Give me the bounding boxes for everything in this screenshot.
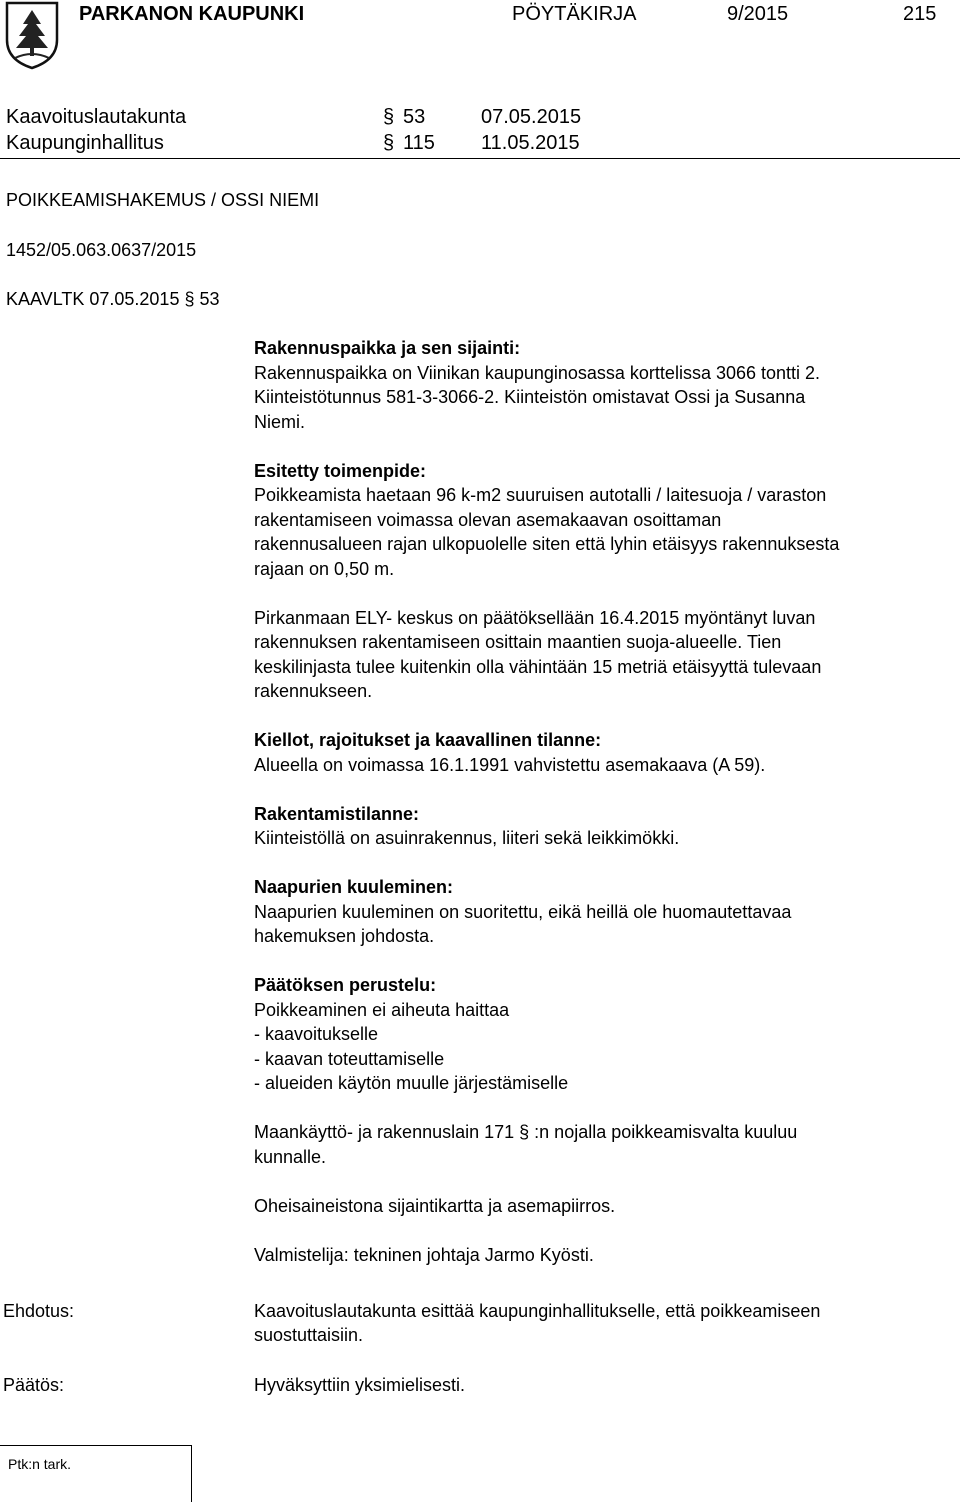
section-line: rakennukseen. — [254, 681, 373, 701]
section-location — [254, 336, 954, 434]
section-preparer — [254, 1243, 954, 1268]
section-heading: Esitetty toimenpide: — [254, 460, 427, 481]
session-reference: KAAVLTK 07.05.2015 § 53 — [6, 289, 220, 309]
section-line: Rakennuspaikka on Viinikan kaupunginosassa korttelissa 3066 tontti 2. — [254, 362, 821, 383]
section-line: Oheisaineistona sijaintikartta ja asemapiirros. — [254, 1195, 616, 1216]
section-line: rajaan on 0,50 m. — [254, 558, 395, 579]
section-proposed-action — [254, 459, 954, 582]
section-line: Pirkanmaan ELY- keskus on päätöksellään 16.4.2015 myöntänyt luvan — [254, 607, 816, 628]
page-number: 215 — [903, 3, 937, 25]
section-line: rakennusalueen rajan ulkopuolelle siten että lyhin etäisyys rakennuksesta — [254, 534, 840, 554]
body-content — [254, 336, 954, 1267]
document-title: POIKKEAMISHAKEMUS / OSSI NIEMI — [6, 190, 320, 210]
section-heading: Naapurien kuuleminen: — [254, 877, 454, 897]
section-heading: Kiellot, rajoitukset ja kaavallinen tilanne: — [254, 730, 602, 750]
section-line: Valmistelija: tekninen johtaja Jarmo Kyösti. — [254, 1244, 594, 1265]
meeting-body-1: Kaavoituslautakunta — [6, 106, 187, 128]
section-neighbour-hearing — [254, 875, 954, 949]
section-line: Alueella on voimassa 16.1.1991 vahvistettu asemakaava (A 59). — [254, 754, 766, 775]
proposal-line: Kaavoituslautakunta esittää kaupunginhallitukselle, että poikkeamiseen — [254, 1301, 821, 1321]
section-line: Niemi. — [254, 411, 306, 432]
city-crest-logo — [3, 0, 61, 70]
section-legal-basis — [254, 1120, 954, 1169]
proposal-line: suostuttaisiin. — [254, 1325, 364, 1345]
minutes-check-label: Ptk:n tark. — [8, 1456, 72, 1472]
decision-text: Hyväksyttiin yksimielisesti. — [254, 1375, 466, 1395]
meeting-date-1: 07.05.2015 — [481, 106, 582, 128]
document-type: PÖYTÄKIRJA — [512, 3, 637, 25]
section-sign-1: § — [383, 106, 395, 128]
meeting-date-2: 11.05.2015 — [481, 132, 580, 154]
section-construction-status — [254, 802, 954, 851]
section-sign-2: § — [383, 132, 395, 154]
section-line: kunnalle. — [254, 1146, 327, 1167]
section-line: keskilinjasta tulee kuitenkin olla vähintään 15 metriä etäisyyttä tulevaan — [254, 656, 822, 677]
section-line: - kaavan toteuttamiselle — [254, 1048, 445, 1069]
section-heading: Rakennuspaikka ja sen sijainti: — [254, 338, 521, 358]
section-line: Poikkeamista haetaan 96 k-m2 suuruisen autotalli / laitesuoja / varaston — [254, 485, 827, 505]
decision-label: Päätös: — [3, 1375, 65, 1395]
meeting-section-2: 115 — [403, 132, 435, 154]
section-line: Naapurien kuuleminen on suoritettu, eikä heillä ole huomautettavaa — [254, 901, 792, 922]
section-line: Kiinteistöllä on asuinrakennus, liiteri sekä leikkimökki. — [254, 828, 680, 848]
city-name: PARKANON KAUPUNKI — [79, 3, 305, 25]
meeting-section-1: 53 — [403, 106, 426, 128]
section-line: Kiinteistötunnus 581-3-3066-2. Kiinteistön omistavat Ossi ja Susanna — [254, 387, 806, 407]
section-heading: Päätöksen perustelu: — [254, 975, 437, 995]
section-line: hakemuksen johdosta. — [254, 926, 435, 946]
issue-number: 9/2015 — [727, 3, 789, 25]
header-divider — [0, 158, 960, 159]
section-ely-permit — [254, 606, 954, 704]
minutes-check-box — [0, 1445, 192, 1502]
record-number: 1452/05.063.0637/2015 — [6, 240, 197, 260]
section-line: rakennuksen rakentamiseen osittain maantien suoja-alueelle. Tien — [254, 632, 782, 652]
section-line: Poikkeaminen ei aiheuta haittaa — [254, 999, 510, 1020]
section-restrictions — [254, 728, 954, 777]
section-line: rakentamiseen voimassa olevan asemakaavan osoittaman — [254, 509, 722, 530]
section-line: - alueiden käytön muulle järjestämiselle — [254, 1073, 569, 1093]
meeting-body-2: Kaupunginhallitus — [6, 132, 164, 154]
section-decision-grounds — [254, 973, 954, 1096]
proposal-label: Ehdotus: — [3, 1301, 75, 1321]
section-heading: Rakentamistilanne: — [254, 803, 420, 824]
section-line: Maankäyttö- ja rakennuslain 171 § :n nojalla poikkeamisvalta kuuluu — [254, 1122, 798, 1142]
section-attachments — [254, 1194, 954, 1219]
section-line: - kaavoitukselle — [254, 1024, 379, 1044]
